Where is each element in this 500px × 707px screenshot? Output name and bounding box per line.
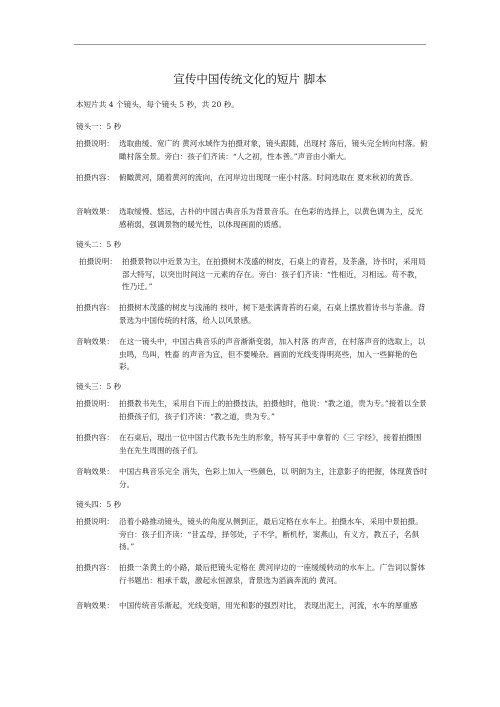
- header-rule: [74, 44, 426, 45]
- shot-1-heading: 镜头一：5 秒: [76, 122, 122, 131]
- shot-4-heading: 镜头四：5 秒: [76, 500, 122, 509]
- document-title: 宣传中国传统文化的短片 脚本: [173, 72, 327, 86]
- entry-text: 拍摄树木茂盛的树皮与浅涌的 枝叶，树下是张满青苔的石桌，石桌上摆放着诗书与茶盏。背景选为中国传统的村落，给人以风景感。: [119, 303, 426, 325]
- shot-3-heading: 镜头三：5 秒: [76, 382, 122, 391]
- shot-4-shooting-notes: [76, 516, 428, 554]
- entry-label: 拍摄说明：: [76, 399, 114, 408]
- shot-1-shooting-notes: [76, 138, 428, 163]
- shot-2-sound-effects: [76, 336, 428, 374]
- entry-label: 音响效果：: [76, 337, 114, 346]
- entry-text: 沿着小路推动镜头，镜头的角度从侧到正，最后定格在水车上。拍摄水车，采用中景拍摄。旁白：孩子们齐读：“昔孟母，择邻处，子不学，断机杼，窦燕山，有义方，教五子，名俱扬。”: [119, 517, 423, 551]
- entry-text: 拍摄一条黄土的小路，最后把镜头定格在 黄河岸边的一座缓缓转动的水车上。广告词以誓体行书题出：相承千载，激起永恒源泉，背景选为滔滴奔流的 黄河。: [119, 563, 426, 585]
- entry-text: 中国古典音乐完全 消失，色彩上加入一些颜色，以 明朗为主，注意影子的把握，体现黄昏时分。: [119, 467, 428, 489]
- shot-3-shooting-notes: [76, 398, 428, 423]
- shot-2-heading: 镜头二：5 秒: [76, 240, 122, 249]
- entry-label: 拍摄说明：: [79, 257, 117, 266]
- entry-label: 音响效果：: [76, 467, 114, 476]
- entry-label: 拍摄说明：: [76, 517, 114, 526]
- shot-3-shooting-content: [76, 432, 428, 457]
- entry-label: 拍摄内容：: [76, 303, 114, 312]
- shot-3-sound-effects: [76, 466, 428, 491]
- entry-text: 拍摄景物以中近景为主，在拍摄树木茂盛的树皮，石桌上的青苔，及茶盏，诗书时，采用局部大特写，以突出时间这一元素的存在。旁白：孩子们齐读：“性相近，习相远。苟不教，性乃迁。”: [122, 257, 426, 291]
- entry-label: 拍摄内容：: [76, 563, 114, 572]
- entry-text: 选取曲缓、宽广的 黄河水域作为拍摄对象，镜头跟随，出现村 落后，镜头完全转向村落。俯瞰村落全景。旁白：孩子们齐读：“人之初，性本善。”声音由小渐大。: [119, 139, 428, 161]
- shot-4-sound-effects: [76, 600, 428, 613]
- entry-text: 拍摄教书先生，采用自下而上的拍摄技法，拍摄他时，他说：“教之道，贵为专。”接着以全景拍摄孩子们，孩子们齐读：“教之道，贵为专。”: [119, 399, 427, 421]
- entry-label: 音响效果：: [76, 601, 114, 610]
- shot-1-shooting-content: [76, 172, 428, 185]
- entry-text: 选取缓慢、悠远，古朴的中国古典音乐为背景音乐。在色彩的选择上，以黄色调为主，反光感稍弱，强调景物的暖光性，以体现画面的质感。: [119, 207, 423, 229]
- entry-text: 在石桌后，現出一位中国古代教书先生的形象，特写其手中拿着的《三 字经》，接着拍摄围坐在先生周围的孩子们。: [119, 433, 422, 455]
- entry-text: 俯瞰黄河，随着黄河的流向，在河岸边出现现一座小村落。时间选取在 夏末秋初的黄昏。: [119, 173, 418, 182]
- entry-label: 拍摄内容：: [76, 173, 114, 182]
- shot-1-sound-effects: [76, 206, 428, 231]
- entry-label: 拍摄内容：: [76, 433, 114, 442]
- entry-label: 音响效果：: [76, 207, 114, 216]
- shot-4-shooting-content: [76, 562, 428, 587]
- shot-2-shooting-content: [76, 302, 428, 327]
- intro-text: 本短片共 4 个镜头，每个镜头 5 秒，共 20 秒。: [76, 100, 239, 109]
- entry-label: 拍摄说明：: [76, 139, 114, 148]
- entry-text: 在这一镜头中，中国古典音乐的声音渐渐变弱，加入村落 的声音，在村落声音的选取上，以虫鸣，鸟叫，牲畜 的声音为宜，但不要噪杂。画面的光线变得明亮些，加入一些鲜艳的色彩。: [119, 337, 426, 371]
- shot-2-shooting-notes: [76, 256, 428, 294]
- entry-text: 中国传统音乐渐起，光线变暗，用光和影的强烈对比， 表现出泥土，河流，水车的厚重感: [119, 601, 418, 610]
